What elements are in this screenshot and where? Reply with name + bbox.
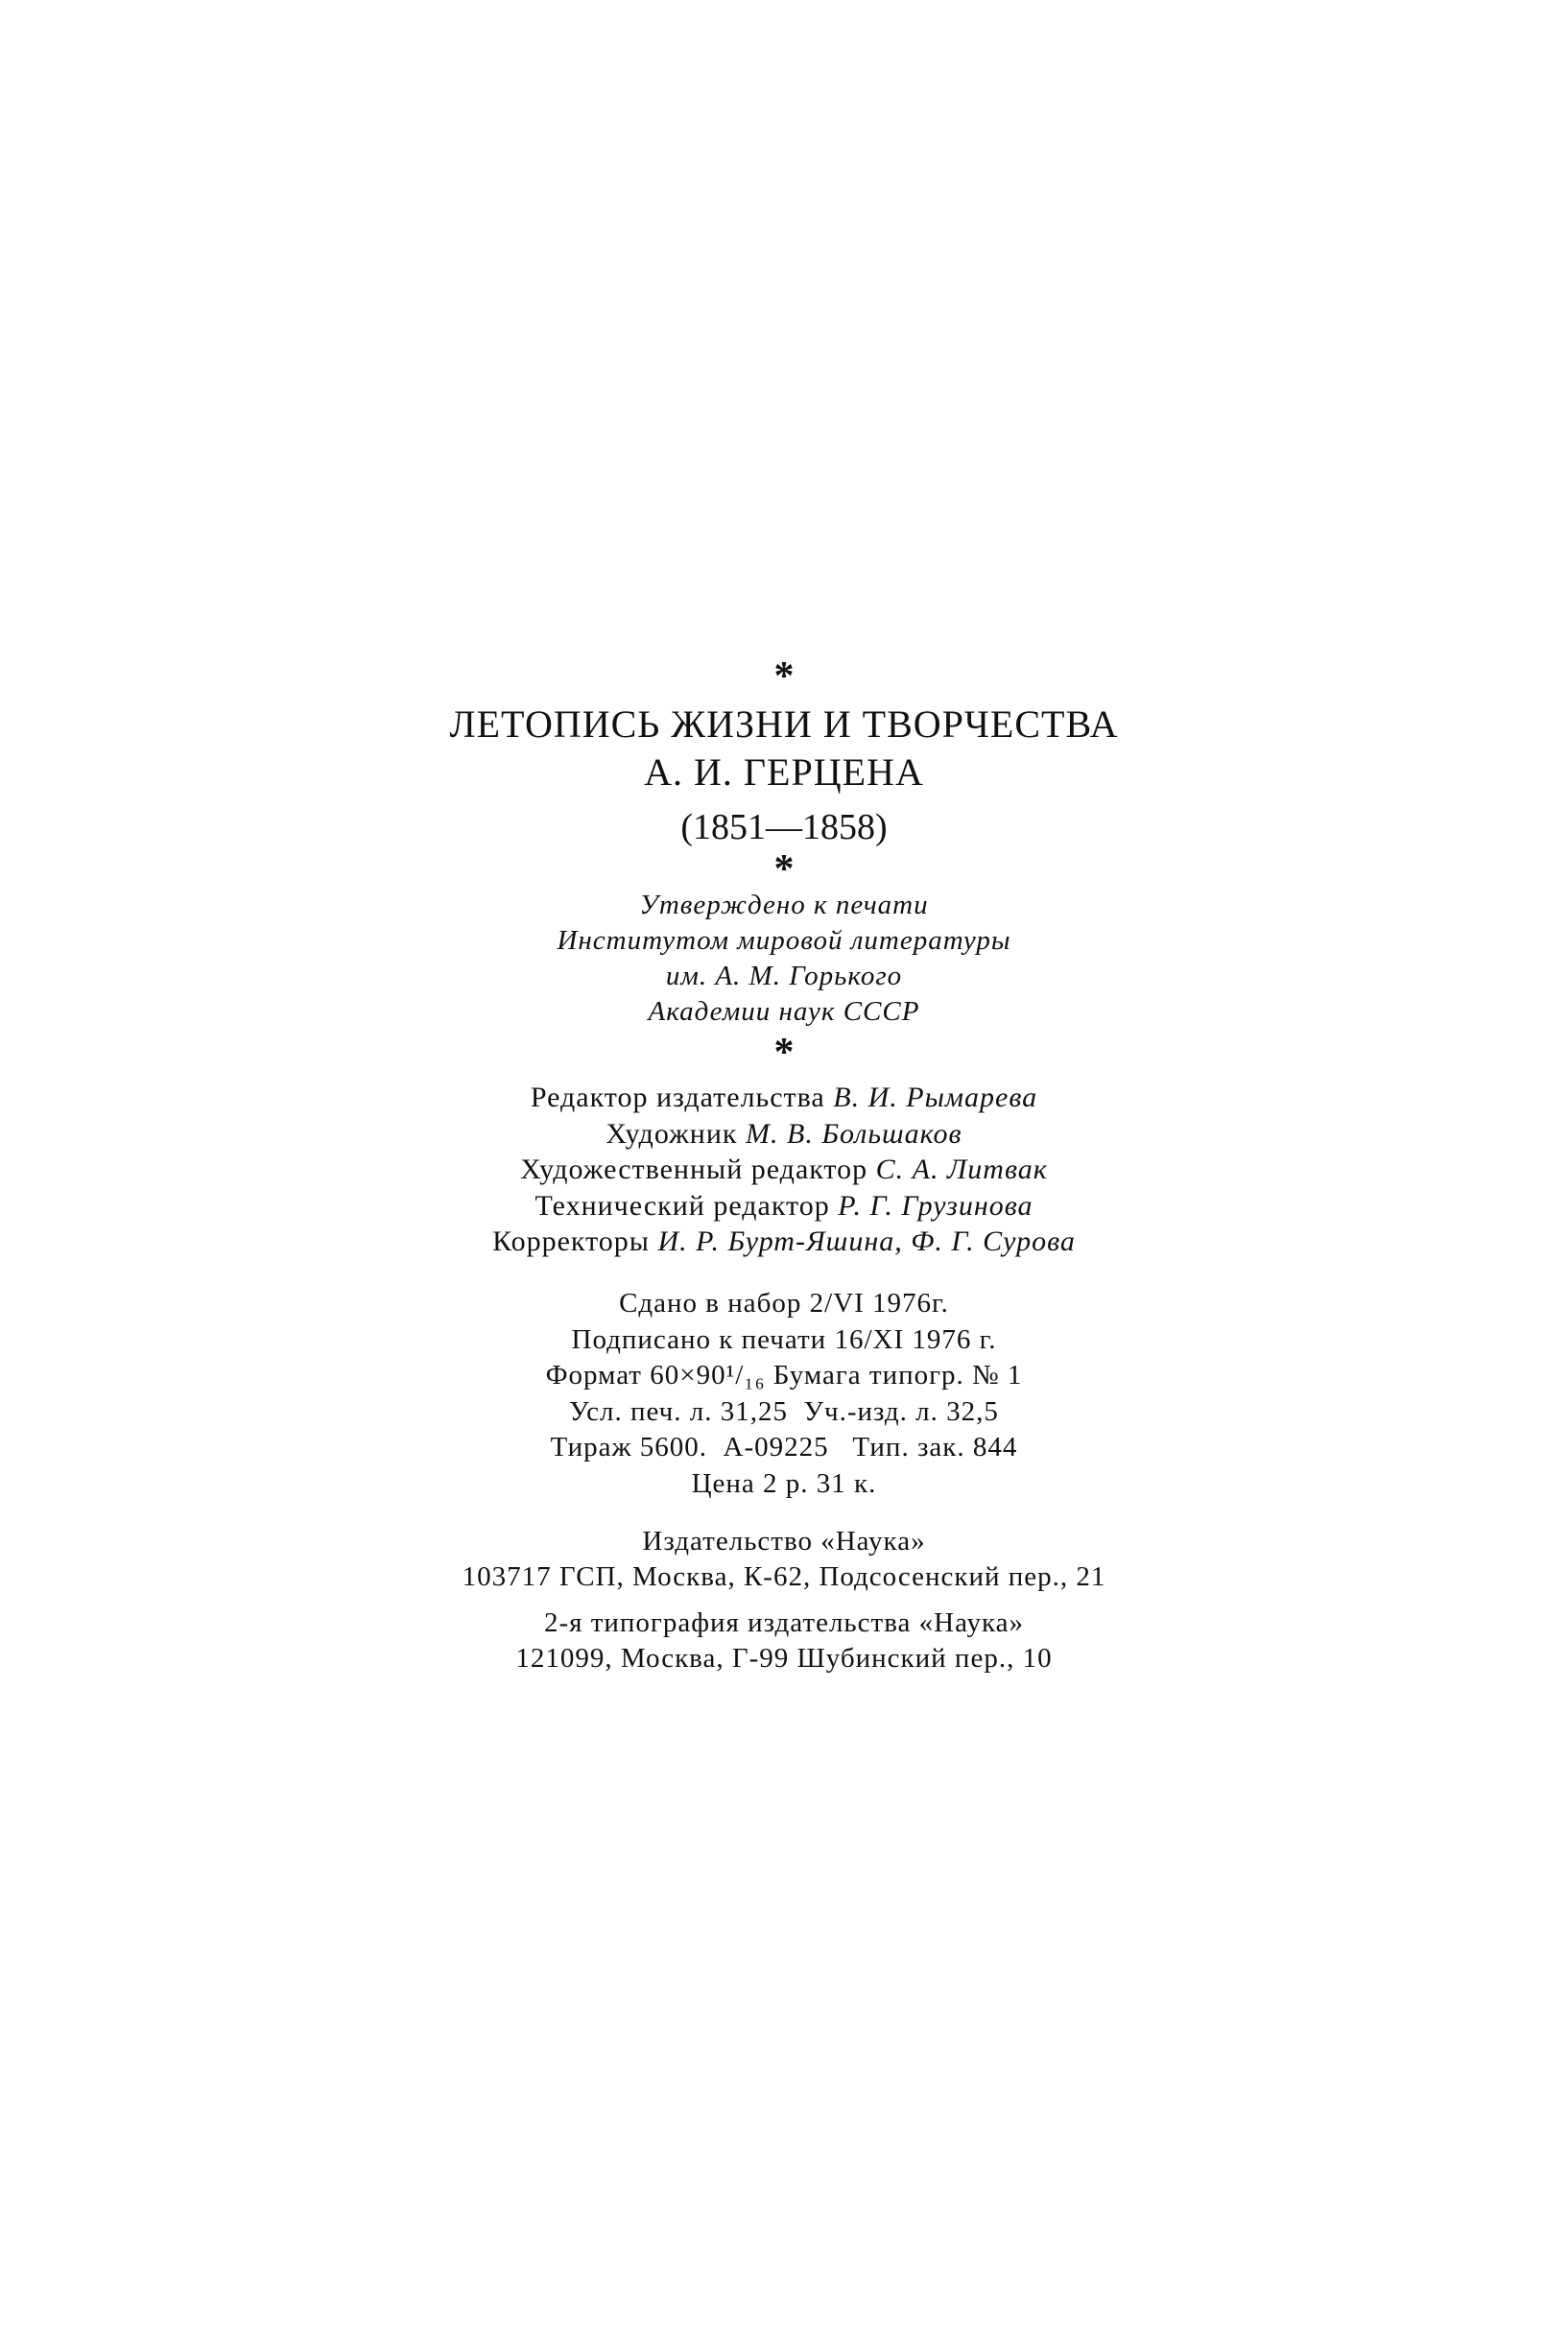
credit-line bbox=[0, 1188, 1568, 1225]
credit-line bbox=[0, 1152, 1568, 1188]
approval-line: Академии наук СССР bbox=[648, 996, 920, 1027]
approval-line: Институтом мировой литературы bbox=[557, 925, 1011, 956]
title-line-2: А. И. ГЕРЦЕНА bbox=[644, 750, 924, 794]
imprint-line: Формат 60×90¹/₁₆ Бумага типогр. № 1 bbox=[545, 1360, 1023, 1391]
credit-line bbox=[0, 1080, 1568, 1116]
ornament-3 bbox=[0, 1033, 1568, 1073]
title-line-1: ЛЕТОПИСЬ ЖИЗНИ И ТВОРЧЕСТВА bbox=[449, 702, 1119, 746]
asterisk-ornament: * bbox=[773, 847, 795, 892]
imprint-line: Цена 2 р. 31 к. bbox=[691, 1467, 877, 1499]
asterisk-ornament: * bbox=[773, 654, 795, 699]
publisher-name: Издательство «Наука» bbox=[642, 1526, 926, 1557]
ornament-2 bbox=[0, 849, 1568, 890]
imprint-line: Усл. печ. л. 31,25 Уч.-изд. л. 32,5 bbox=[569, 1395, 999, 1427]
publisher-block bbox=[0, 1524, 1568, 1595]
title-dates bbox=[0, 804, 1568, 850]
credit-name: В. И. Рымарева bbox=[833, 1082, 1038, 1113]
credits-block bbox=[0, 1080, 1568, 1260]
imprint-line: Тираж 5600. А-09225 Тип. зак. 844 bbox=[550, 1432, 1018, 1463]
dates-line: (1851—1858) bbox=[680, 807, 888, 847]
imprint-line: Сдано в набор 2/VI 1976г. bbox=[619, 1288, 949, 1319]
credit-line bbox=[0, 1224, 1568, 1260]
printer-address: 121099, Москва, Г-99 Шубинский пер., 10 bbox=[515, 1643, 1053, 1674]
imprint-line: Подписано к печати 16/XI 1976 г. bbox=[571, 1323, 997, 1355]
approval-line: им. А. М. Горького bbox=[665, 961, 903, 991]
credit-role: Технический редактор bbox=[535, 1189, 830, 1222]
asterisk-ornament: * bbox=[773, 1031, 795, 1075]
credit-name: С. А. Литвак bbox=[875, 1154, 1048, 1185]
credit-name: И. Р. Бурт-Яшина, Ф. Г. Сурова bbox=[657, 1225, 1076, 1257]
credit-role: Корректоры bbox=[492, 1225, 650, 1257]
credit-role: Художественный редактор bbox=[520, 1154, 868, 1185]
credit-name: М. В. Большаков bbox=[746, 1117, 962, 1150]
ornament-top bbox=[0, 656, 1568, 697]
printer-block bbox=[0, 1606, 1568, 1677]
approval-block bbox=[0, 888, 1568, 1030]
printer-name: 2-я типография издательства «Наука» bbox=[543, 1607, 1025, 1638]
credit-role: Редактор издательства bbox=[530, 1082, 825, 1113]
book-title bbox=[0, 701, 1568, 797]
credit-name: Р. Г. Грузинова bbox=[838, 1189, 1033, 1222]
imprint-block bbox=[0, 1286, 1568, 1502]
credit-line bbox=[0, 1116, 1568, 1153]
publisher-address: 103717 ГСП, Москва, К-62, Подсосенский пер., 21 bbox=[462, 1561, 1106, 1592]
approval-line: Утверждено к печати bbox=[639, 890, 929, 920]
credit-role: Художник bbox=[606, 1117, 738, 1150]
